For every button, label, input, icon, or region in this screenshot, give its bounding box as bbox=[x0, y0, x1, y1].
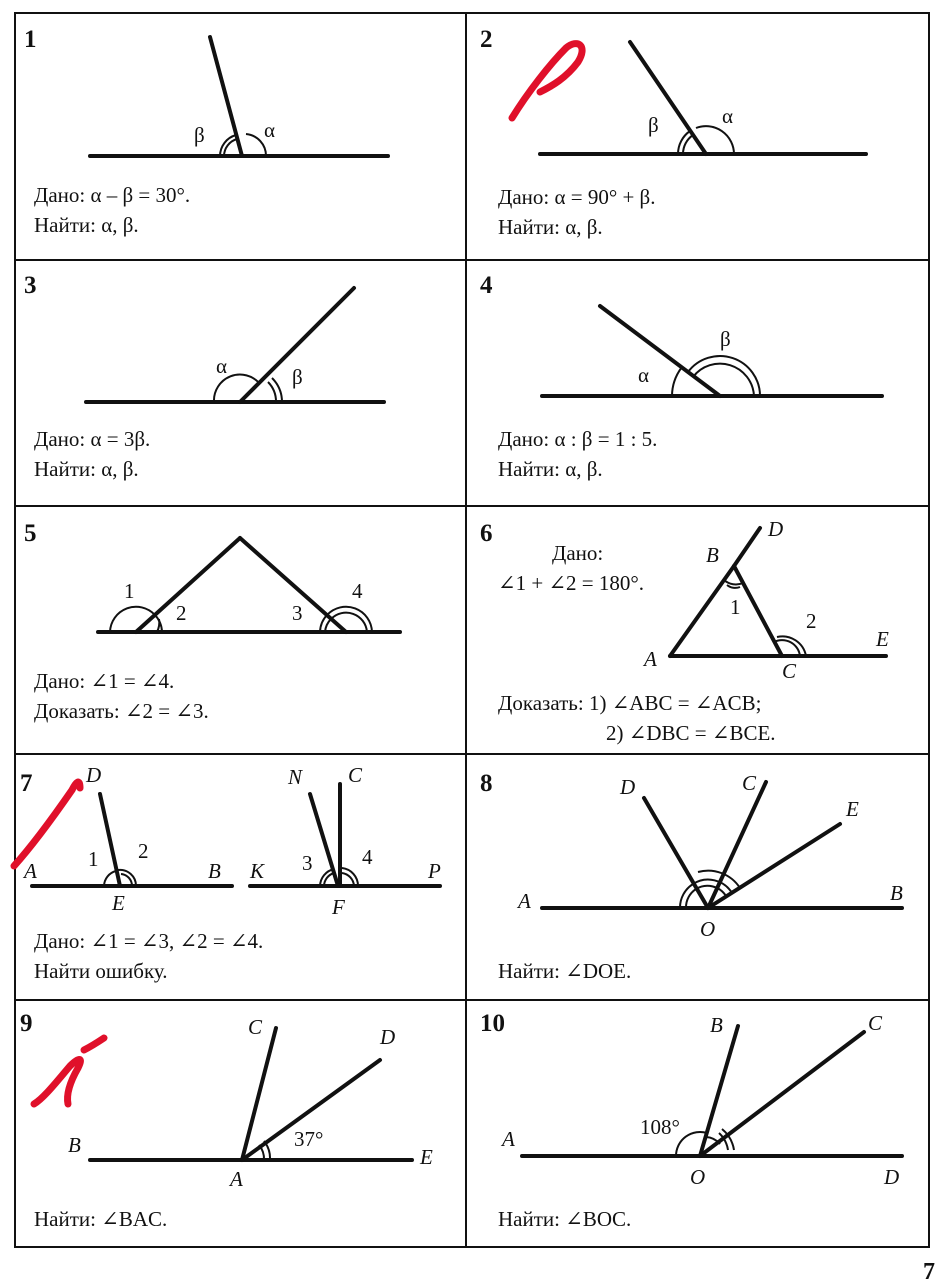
problem-6 bbox=[466, 506, 930, 754]
given-label: Дано: bbox=[498, 185, 550, 209]
problem-text bbox=[34, 926, 263, 986]
task-label: Найти: bbox=[498, 959, 560, 983]
problem-text bbox=[34, 180, 190, 240]
given-value: ∠1 = ∠3, ∠2 = ∠4. bbox=[90, 929, 264, 953]
label-O: O bbox=[690, 1165, 706, 1189]
problem-number: 6 bbox=[480, 520, 493, 547]
label-angle: 37° bbox=[294, 1127, 324, 1151]
task-value: ∠BOC. bbox=[565, 1207, 632, 1231]
task-value: α, β. bbox=[101, 457, 139, 481]
task-value: α, β. bbox=[565, 457, 603, 481]
label-C: C bbox=[742, 771, 757, 795]
task-label: Найти: bbox=[498, 1207, 560, 1231]
label-angle: 108° bbox=[640, 1115, 680, 1139]
given-value: α : β = 1 : 5. bbox=[554, 427, 658, 451]
label-beta: β bbox=[292, 365, 303, 389]
task-value: ∠BAC. bbox=[101, 1207, 168, 1231]
task-value-2: 2) ∠DBC = ∠BCE. bbox=[606, 721, 776, 745]
red-annotation-mark bbox=[14, 782, 80, 866]
red-annotation-mark bbox=[512, 44, 582, 118]
page-number: 7 bbox=[923, 1259, 935, 1285]
problem-5 bbox=[14, 506, 466, 754]
given-value: α = 3β. bbox=[90, 427, 151, 451]
label-3: 3 bbox=[302, 851, 313, 875]
problem-number: 8 bbox=[480, 770, 493, 797]
given-label: Дано: bbox=[34, 929, 86, 953]
label-4: 4 bbox=[362, 845, 373, 869]
task-value: ∠DOE. bbox=[565, 959, 632, 983]
problem-number: 9 bbox=[20, 1010, 33, 1037]
problem-3 bbox=[14, 260, 466, 506]
problem-number: 3 bbox=[24, 272, 37, 299]
label-2: 2 bbox=[806, 609, 817, 633]
task-label: Доказать: bbox=[498, 691, 584, 715]
label-E: E bbox=[420, 1145, 433, 1169]
label-A: A bbox=[518, 889, 531, 913]
label-K: K bbox=[250, 859, 265, 883]
task-label: Доказать: bbox=[34, 699, 120, 723]
problem-1 bbox=[14, 12, 466, 260]
problem-number: 7 bbox=[20, 770, 33, 797]
given-value: ∠1 + ∠2 = 180°. bbox=[498, 571, 645, 595]
label-D: D bbox=[620, 775, 636, 799]
label-1: 1 bbox=[88, 847, 99, 871]
label-alpha: α bbox=[638, 363, 650, 387]
label-E: E bbox=[876, 627, 889, 651]
label-alpha: α bbox=[264, 118, 276, 142]
label-D: D bbox=[86, 763, 102, 787]
label-B: B bbox=[706, 543, 719, 567]
problem-9 bbox=[14, 1000, 466, 1248]
label-beta: β bbox=[194, 123, 205, 147]
label-P: P bbox=[428, 859, 441, 883]
label-beta: β bbox=[648, 113, 659, 137]
problem-2 bbox=[466, 12, 930, 260]
given-label: Дано: bbox=[498, 427, 550, 451]
task-value: 1) ∠ABC = ∠ACB; bbox=[588, 691, 762, 715]
label-E: E bbox=[846, 797, 859, 821]
label-D: D bbox=[768, 517, 784, 541]
red-annotation-mark bbox=[34, 1038, 104, 1104]
label-1: 1 bbox=[124, 579, 135, 603]
label-A: A bbox=[502, 1127, 515, 1151]
problem-text bbox=[498, 688, 776, 748]
label-C: C bbox=[868, 1011, 883, 1035]
label-E: E bbox=[112, 891, 125, 915]
problem-text bbox=[34, 666, 209, 726]
label-C: C bbox=[348, 763, 363, 787]
label-3: 3 bbox=[292, 601, 303, 625]
given-label: Дано: bbox=[34, 183, 86, 207]
given-value: ∠1 = ∠4. bbox=[90, 669, 175, 693]
label-B: B bbox=[208, 859, 221, 883]
problem-number: 5 bbox=[24, 520, 37, 547]
given-value: α – β = 30°. bbox=[90, 183, 191, 207]
label-C: C bbox=[248, 1015, 263, 1039]
given-label: Дано: bbox=[552, 541, 604, 565]
label-alpha: α bbox=[722, 104, 734, 128]
label-B: B bbox=[710, 1013, 723, 1037]
problem-7 bbox=[14, 754, 466, 1000]
label-A: A bbox=[24, 859, 37, 883]
label-2: 2 bbox=[138, 839, 149, 863]
task-label: Найти: bbox=[34, 213, 96, 237]
label-alpha: α bbox=[216, 354, 228, 378]
problem-text bbox=[498, 1204, 631, 1234]
label-B: B bbox=[68, 1133, 81, 1157]
label-F: F bbox=[332, 895, 345, 919]
task-value: α, β. bbox=[101, 213, 139, 237]
label-N: N bbox=[288, 765, 303, 789]
task-value: ∠2 = ∠3. bbox=[124, 699, 209, 723]
problem-text bbox=[498, 956, 631, 986]
given-value: α = 90° + β. bbox=[554, 185, 656, 209]
label-2: 2 bbox=[176, 601, 187, 625]
label-A: A bbox=[230, 1167, 243, 1191]
problem-10 bbox=[466, 1000, 930, 1248]
label-A: A bbox=[644, 647, 657, 671]
task-label: Найти: bbox=[34, 1207, 96, 1231]
task-value: Найти ошибку. bbox=[34, 959, 168, 983]
problem-text bbox=[34, 1204, 167, 1234]
given-label: Дано: bbox=[34, 669, 86, 693]
task-value: α, β. bbox=[565, 215, 603, 239]
label-1: 1 bbox=[730, 595, 741, 619]
label-D: D bbox=[884, 1165, 900, 1189]
problem-number: 2 bbox=[480, 26, 493, 53]
label-beta: β bbox=[720, 327, 731, 351]
problem-4 bbox=[466, 260, 930, 506]
problem-text bbox=[498, 424, 657, 484]
problem-number: 4 bbox=[480, 272, 493, 299]
task-label: Найти: bbox=[34, 457, 96, 481]
problem-8 bbox=[466, 754, 930, 1000]
label-B: B bbox=[890, 881, 903, 905]
given-label: Дано: bbox=[34, 427, 86, 451]
label-C: C bbox=[782, 659, 797, 683]
task-label: Найти: bbox=[498, 457, 560, 481]
label-D: D bbox=[380, 1025, 396, 1049]
problem-text bbox=[498, 182, 656, 242]
problem-number: 10 bbox=[480, 1010, 505, 1037]
label-4: 4 bbox=[352, 579, 363, 603]
problem-text bbox=[34, 424, 150, 484]
problem-number: 1 bbox=[24, 26, 37, 53]
task-label: Найти: bbox=[498, 215, 560, 239]
label-O: O bbox=[700, 917, 716, 941]
